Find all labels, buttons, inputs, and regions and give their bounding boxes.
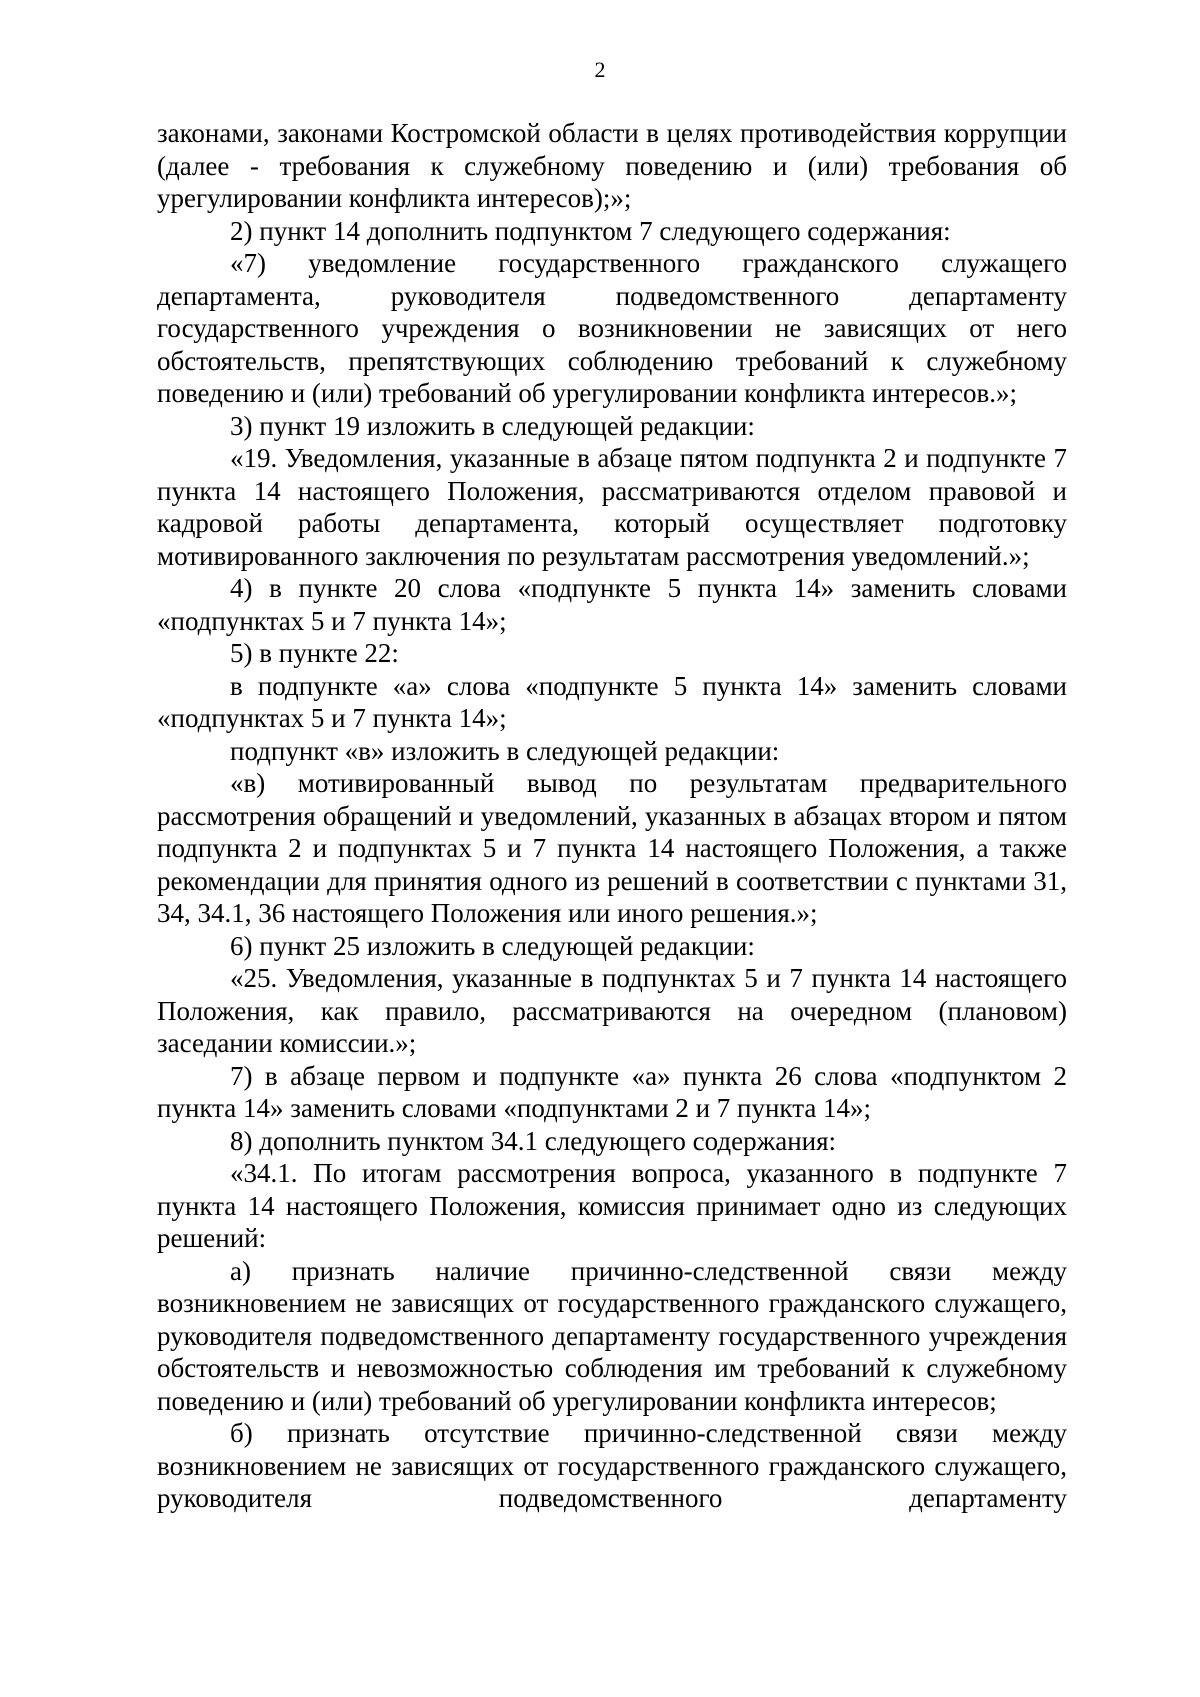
- paragraph-quote-34-1: «34.1. По итогам рассмотрения вопроса, указанного в подпункте 7 пункта 14 настоящего Положения, комиссия принимает одно из следующих решений:: [157, 1158, 1067, 1253]
- document-body: [157, 117, 1067, 1515]
- paragraph-quote-7: «7) уведомление государственного гражданского служащего департамента, руководителя подведомственного департаменту государственного учреждения о возникновении не зависящих от него обстоятельств, препятствующих соблюдению требований к служебному поведению и (или) требований об урегулировании конфликта интересов.»;: [157, 248, 1067, 408]
- paragraph-quote-19: «19. Уведомления, указанные в абзаце пятом подпункта 2 и подпункте 7 пункта 14 настоящего Положения, рассматриваются отделом правовой и кадровой работы департамента, который осуществляет подготовку мотивированного заключения по результатам рассмотрения уведомлений.»;: [157, 443, 1067, 571]
- paragraph-continuation: законами, законами Костромской области в целях противодействия коррупции (далее - требования к служебному поведению и (или) требования об урегулировании конфликта интересов);»;: [157, 118, 1067, 213]
- page-number: 2: [594, 57, 606, 82]
- paragraph-item-8: 8) дополнить пунктом 34.1 следующего содержания:: [230, 1125, 837, 1156]
- paragraph-item-3: 3) пункт 19 изложить в следующей редакции:: [230, 410, 755, 441]
- paragraph-item-4: 4) в пункте 20 слова «подпункте 5 пункта 14» заменить словами «подпунктах 5 и 7 пункта 14»;: [157, 573, 1067, 636]
- paragraph-quote-v: «в) мотивированный вывод по результатам предварительного рассмотрения обращений и уведомлений, указанных в абзацах втором и пятом подпункта 2 и подпунктах 5 и 7 пункта 14 настоящего Положения, а также рекомендации для принятия одного из решений в соответствии с пунктами 31, 34, 34.1, 36 настоящего Положения или иного решения.»;: [157, 768, 1067, 928]
- paragraph-subitem-v: подпункт «в» изложить в следующей редакции:: [230, 735, 780, 766]
- paragraph-subitem-a: в подпункте «а» слова «подпункте 5 пункта 14» заменить словами «подпунктах 5 и 7 пункта 14»;: [157, 670, 1067, 733]
- paragraph-item-7: 7) в абзаце первом и подпункте «а» пункта 26 слова «подпунктом 2 пункта 14» заменить словами «подпунктами 2 и 7 пункта 14»;: [157, 1060, 1067, 1123]
- paragraph-item-5: 5) в пункте 22:: [230, 638, 399, 668]
- paragraph-item-2: 2) пункт 14 дополнить подпунктом 7 следующего содержания:: [230, 215, 951, 246]
- paragraph-decision-a: а) признать наличие причинно-следственной связи между возникновением не зависящих от государственного гражданского служащего, руководителя подведомственного департаменту государственного учреждения обстоятельств и невозможностью соблюдения им требований к служебному поведению и (или) требований об урегулировании конфликта интересов;: [157, 1255, 1067, 1416]
- paragraph-quote-25: «25. Уведомления, указанные в подпунктах 5 и 7 пункта 14 настоящего Положения, как правило, рассматриваются на очередном (плановом) заседании комиссии.»;: [157, 963, 1067, 1058]
- paragraph-decision-b: б) признать отсутствие причинно-следственной связи между возникновением не зависящих от государственного гражданского служащего, руководителя подведомственного департаменту: [157, 1418, 1067, 1513]
- paragraph-item-6: 6) пункт 25 изложить в следующей редакции:: [230, 930, 755, 961]
